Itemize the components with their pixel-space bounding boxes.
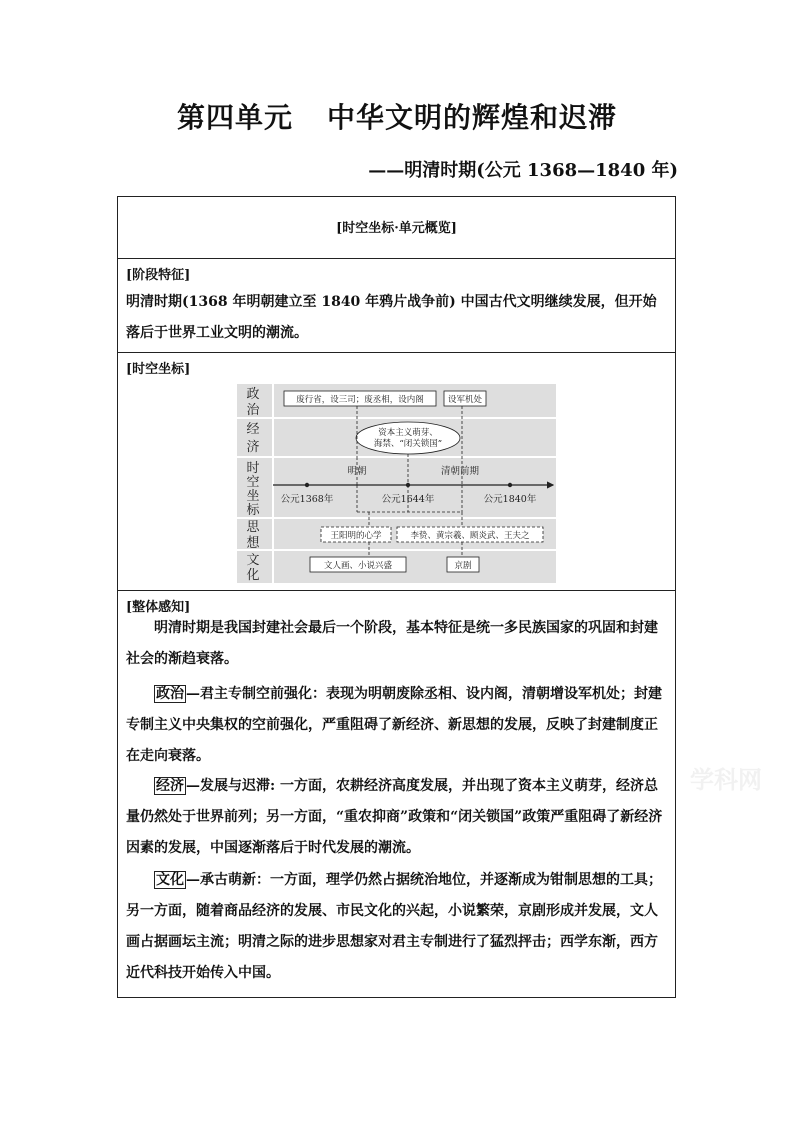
row-label-timeline-2: 空 [246, 475, 260, 490]
row-label-culture-2: 化 [246, 568, 260, 583]
politics-ming-text: 废行省，设三司；废丞相，设内阁 [296, 395, 424, 405]
overview-culture [126, 865, 667, 989]
table-row-header [118, 197, 675, 259]
table-row-stage [118, 259, 675, 353]
thought-ming-text: 王阳明的心学 [330, 531, 382, 541]
timeline-diagram [237, 384, 556, 583]
row-label-thought-1: 思 [246, 520, 260, 535]
timeline-label: [时空坐标] [126, 362, 191, 377]
date-1644: 公元1644年 [381, 494, 435, 505]
period-qing: 清朝前期 [440, 466, 480, 477]
overview-politics [126, 679, 667, 772]
row-label-culture-1: 文 [246, 553, 260, 568]
politics-keyword: 政治 [156, 686, 184, 702]
row-label-economy-1: 经 [246, 422, 260, 437]
economy-ellipse [356, 422, 460, 454]
economy-line-1: 资本主义萌芽、 [378, 428, 438, 438]
culture-ming-text: 文人画、小说兴盛 [323, 561, 393, 571]
row-label-timeline-1: 时 [246, 461, 260, 476]
row-label-economy-2: 济 [246, 440, 260, 455]
culture-text: —承古萌新：一方面，理学仍然占据统治地位，并逐渐成为钳制思想的工具；另一方面，随着商品经济的发展、市民文化的兴起，小说繁荣，京剧形成并发展，文人画占据画坛主流；明清之际的进步思想家对君主专制进行了猛烈抨击；西学东渐，西方近代科技开始传入中国。 [126, 872, 662, 981]
date-1368: 公元1368年 [280, 494, 334, 505]
culture-keyword: 文化 [156, 872, 184, 888]
row-label-thought-2: 想 [246, 536, 260, 551]
watermark: 学科网 [690, 765, 762, 794]
row-label-politics-1: 政 [246, 387, 260, 402]
table-row-overview [118, 591, 675, 997]
economy-line-2: 海禁、“闭关锁国” [373, 439, 443, 449]
economy-text: —发展与迟滞: 一方面，农耕经济高度发展，并出现了资本主义萌芽，经济总量仍然处于世界前列；另一方面，“重农抑商”政策和“闭关锁国”政策严重阻碍了新经济因素的发展，中国逐渐落后于时代发展的潮流。 [126, 778, 663, 856]
politics-qing-text: 设军机处 [447, 395, 483, 405]
section-header: [时空坐标·单元概览] [336, 221, 457, 236]
row-label-timeline-4: 标 [246, 503, 260, 518]
tick-1644 [406, 483, 410, 487]
row-label-timeline-3: 坐 [246, 489, 260, 504]
row-label-politics-2: 治 [246, 403, 260, 418]
page-subtitle: ——明清时期(公元 1368—1840 年) [368, 160, 678, 181]
stage-label: [阶段特征] [126, 268, 191, 283]
economy-keyword: 经济 [156, 778, 184, 794]
page-title: 第四单元 中华文明的辉煌和迟滞 [176, 101, 618, 134]
overview-label: [整体感知] [126, 600, 191, 615]
politics-text: —君主专制空前强化：表现为明朝废除丞相、设内阁，清朝增设军机处；封建专制主义中央集权的空前强化，严重阻碍了新经济、新思想的发展，反映了封建制度正在走向衰落。 [126, 686, 662, 764]
diagram-background [237, 384, 556, 583]
period-ming: 明朝 [347, 466, 367, 477]
overview-intro: 明清时期是我国封建社会最后一个阶段，基本特征是统一多民族国家的巩固和封建社会的渐趋衰落。 [126, 620, 658, 667]
stage-text: 明清时期(1368 年明朝建立至 1840 年鸦片战争前) 中国古代文明继续发展，但开始落后于世界工业文明的潮流。 [126, 294, 657, 341]
unit-overview-table [117, 196, 676, 998]
culture-opera-text: 京剧 [454, 561, 472, 571]
tick-1368 [305, 483, 309, 487]
tick-1840 [508, 483, 512, 487]
thought-qing-text: 李贽、黄宗羲、顾炎武、王夫之 [410, 531, 530, 541]
overview-economy [126, 771, 667, 864]
date-1840: 公元1840年 [483, 494, 537, 505]
